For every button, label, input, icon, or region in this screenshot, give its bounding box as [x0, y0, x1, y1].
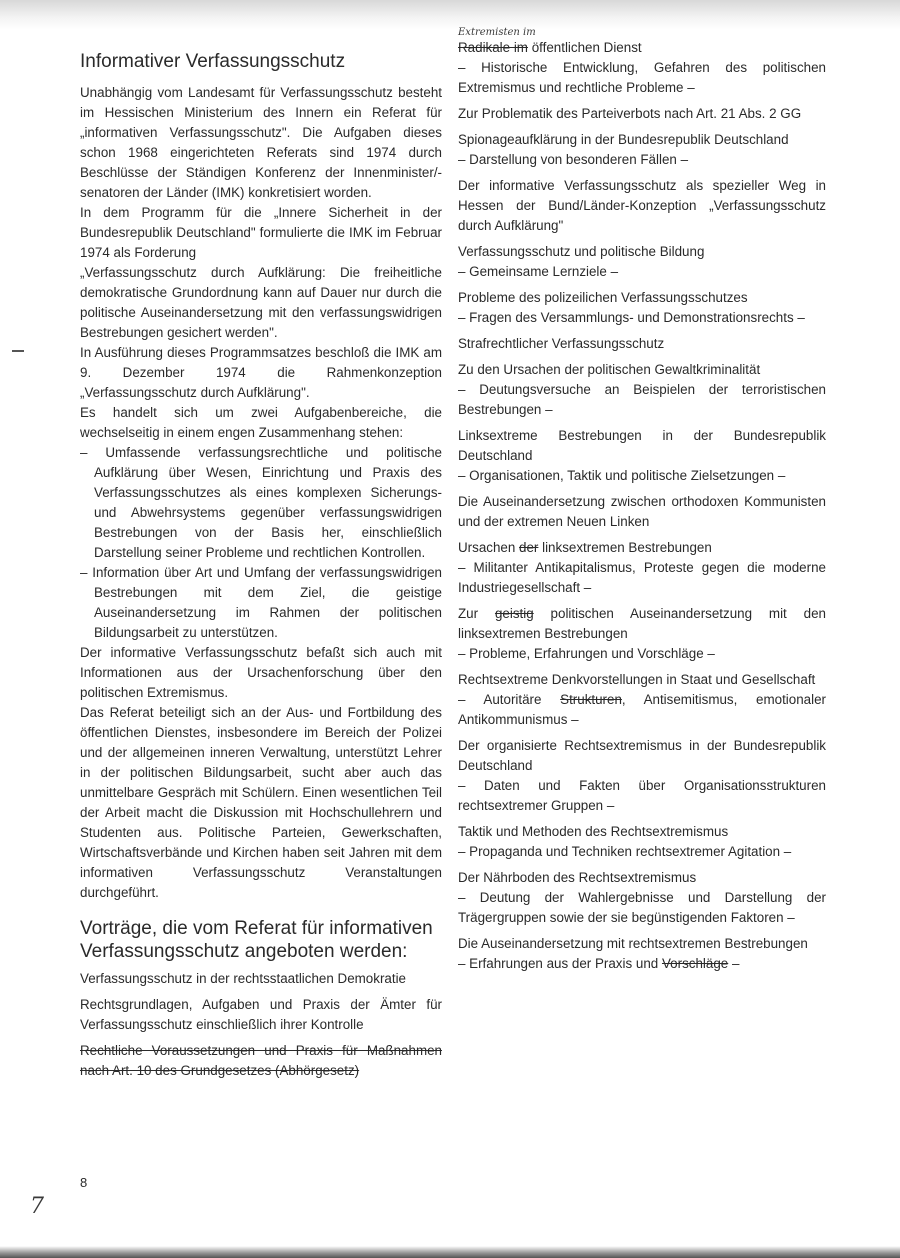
- talk-item-struck: [80, 1041, 442, 1081]
- page-number: 8: [80, 1175, 88, 1190]
- lecture-subtitle: – Daten und Fakten über Organisationsstrukturen rechtsextremer Gruppen –: [458, 778, 826, 813]
- lecture-item: [458, 130, 826, 170]
- lecture-subtitle: – Deutungsversuche an Beispielen der terroristischen Bestrebungen –: [458, 382, 826, 417]
- lecture-title: Der informative Verfassungsschutz als spezieller Weg in Hessen der Bund/Länder-Konzeption „Verfassungsschutz durch Aufklärung": [458, 178, 826, 233]
- right-column: [458, 28, 826, 980]
- lecture-item: [458, 38, 826, 98]
- lecture-item: [458, 176, 826, 236]
- lecture-item: [458, 492, 826, 532]
- lecture-title: Der organisierte Rechtsextremismus in der Bundesrepublik Deutschland: [458, 738, 826, 773]
- lecture-item: [458, 242, 826, 282]
- talk-item: [80, 969, 442, 989]
- lecture-title: Zur geistig politischen Auseinandersetzung mit den linksextremen Bestrebungen: [458, 606, 826, 641]
- lecture-item: [458, 538, 826, 598]
- scan-edge-top: [0, 0, 900, 30]
- lecture-subtitle: – Deutung der Wahlergebnisse und Darstellung der Trägergruppen sowie der sie begünstigenden Faktoren –: [458, 890, 826, 925]
- lecture-subtitle: – Autoritäre Strukturen, Antisemitismus, emotionaler Antikommunismus –: [458, 692, 826, 727]
- lecture-item: [458, 360, 826, 420]
- lecture-title: Rechtsextreme Denkvorstellungen in Staat und Gesellschaft: [458, 672, 816, 687]
- lecture-item: [458, 604, 826, 664]
- lecture-item: [458, 288, 826, 328]
- left-column: [80, 50, 442, 1087]
- lecture-subtitle: – Fragen des Versammlungs- und Demonstrationsrechts –: [458, 310, 805, 325]
- handwritten-note: Extremisten im: [458, 27, 536, 38]
- lecture-subtitle: – Gemeinsame Lernziele –: [458, 264, 619, 279]
- paragraph: Der informative Verfassungsschutz befaßt sich auch mit Informationen aus der Ursachenforschung über den politischen Extremismus.: [80, 645, 442, 700]
- margin-mark: [12, 350, 24, 352]
- lecture-title: Verfassungsschutz und politische Bildung: [458, 244, 705, 259]
- section-title: Informativer Verfassungsschutz: [80, 51, 346, 72]
- lecture-title: Spionageaufklärung in der Bundesrepublik Deutschland: [458, 132, 789, 147]
- lecture-subtitle: – Organisationen, Taktik und politische Zielsetzungen –: [458, 468, 786, 483]
- lecture-title: Zu den Ursachen der politischen Gewaltkriminalität: [458, 362, 761, 377]
- paragraph: In Ausführung dieses Programmsatzes beschloß die IMK am 9. Dezember 1974 die Rahmenkonzeption „Verfassungsschutz durch Aufklärung".: [80, 345, 442, 400]
- talk-item: [80, 995, 442, 1035]
- lecture-title: Die Auseinandersetzung zwischen orthodoxen Kommunisten und der extremen Neuen Linken: [458, 494, 826, 529]
- lecture-item: [458, 104, 826, 124]
- handwritten-mark: 7: [30, 1194, 44, 1219]
- talks-title: Vorträge, die vom Referat für informativen Verfassungsschutz angeboten werden:: [80, 918, 433, 962]
- lecture-subtitle: – Militanter Antikapitalismus, Proteste gegen die moderne Industriegesellschaft –: [458, 560, 826, 595]
- list-item: – Umfassende verfassungsrechtliche und politische Aufklärung über Wesen, Einrichtung und Praxis des Verfassungsschutzes als eines komplexen Sicherungs- und Abwehrsystems gegenüber verfassungswidrigen Bestrebungen von der Basis her, einschließlich Darstellung seiner Probleme und rechtlichen Kontrollen.: [80, 445, 442, 560]
- lecture-subtitle: – Erfahrungen aus der Praxis und Vorschläge –: [458, 956, 740, 971]
- paragraph: In dem Programm für die „Innere Sicherheit in der Bundesrepublik Deutschland" formulierte die IMK im Februar 1974 als Forderung: [80, 205, 442, 260]
- paragraph: Das Referat beteiligt sich an der Aus- und Fortbildung des öffentlichen Dienstes, insbesondere im Bereich der Polizei und der allgemeinen inneren Verwaltung, unterstützt Lehrer in der politischen Bildungsarbeit, sucht aber auch das unmittelbare Gespräch mit Schülern. Einen wesentlichen Teil der Arbeit macht die Diskussion mit Hochschullehrern und Studenten aus. Politische Parteien, Gewerkschaften, Wirtschaftsverbände und Kirchen haben seit Jahren mit dem informativen Verfassungsschutz Veranstaltungen durchgeführt.: [80, 705, 442, 900]
- lecture-item: [458, 868, 826, 928]
- lecture-title: Die Auseinandersetzung mit rechtsextremen Bestrebungen: [458, 936, 808, 951]
- lecture-title: Zur Problematik des Parteiverbots nach Art. 21 Abs. 2 GG: [458, 106, 802, 121]
- lecture-item: [458, 934, 826, 974]
- talk-title: Verfassungsschutz in der rechtsstaatlichen Demokratie: [80, 971, 406, 986]
- quote-paragraph: „Verfassungsschutz durch Aufklärung: Die freiheitliche demokratische Grundordnung kann auf Dauer nur durch die politische Auseinandersetzung mit den verfassungswidrigen Bestrebungen gesichert werden".: [80, 265, 442, 340]
- lecture-title: Probleme des polizeilichen Verfassungsschutzes: [458, 290, 748, 305]
- scan-edge-bottom: [0, 1246, 900, 1258]
- lecture-subtitle: – Historische Entwicklung, Gefahren des politischen Extremismus und rechtliche Probleme –: [458, 60, 826, 95]
- lecture-title: Taktik und Methoden des Rechtsextremismus: [458, 824, 729, 839]
- lecture-title: Ursachen der linksextremen Bestrebungen: [458, 540, 712, 555]
- lecture-title: Linksextreme Bestrebungen in der Bundesrepublik Deutschland: [458, 428, 826, 463]
- paragraph: Es handelt sich um zwei Aufgabenbereiche, die wechselseitig in einem engen Zusammenhang stehen:: [80, 405, 442, 440]
- lecture-item: [458, 334, 826, 354]
- list-item: – Information über Art und Umfang der verfassungswidrigen Bestrebungen mit dem Ziel, die geistige Auseinandersetzung im Rahmen der politischen Bildungsarbeit zu unterstützen.: [80, 565, 442, 640]
- lecture-item: [458, 822, 826, 862]
- lecture-subtitle: – Darstellung von besonderen Fällen –: [458, 152, 689, 167]
- lecture-title: Der Nährboden des Rechtsextremismus: [458, 870, 697, 885]
- talk-title: Rechtsgrundlagen, Aufgaben und Praxis der Ämter für Verfassungsschutz einschließlich ihrer Kontrolle: [80, 997, 442, 1032]
- lecture-subtitle: – Probleme, Erfahrungen und Vorschläge –: [458, 646, 715, 661]
- lecture-title: Strafrechtlicher Verfassungsschutz: [458, 336, 665, 351]
- lecture-title: Radikale im öffentlichen Dienst: [458, 40, 642, 55]
- lecture-item: [458, 736, 826, 816]
- struck-talk-title: Rechtliche Voraussetzungen und Praxis für Maßnahmen nach Art. 10 des Grundgesetzes (Abhörgesetz): [80, 1043, 442, 1078]
- lecture-subtitle: – Propaganda und Techniken rechtsextremer Agitation –: [458, 844, 792, 859]
- lecture-item: [458, 670, 826, 730]
- task-list: [80, 443, 442, 643]
- lecture-item: [458, 426, 826, 486]
- paragraph: Unabhängig vom Landesamt für Verfassungsschutz besteht im Hessischen Ministerium des Innern ein Referat für „informativen Verfassungsschutz". Die Aufgaben dieses schon 1968 eingerichteten Referats sind 1974 durch Beschlüsse der Ständigen Konferenz der Innenminister/-senatoren der Länder (IMK) konkretisiert worden.: [80, 85, 442, 200]
